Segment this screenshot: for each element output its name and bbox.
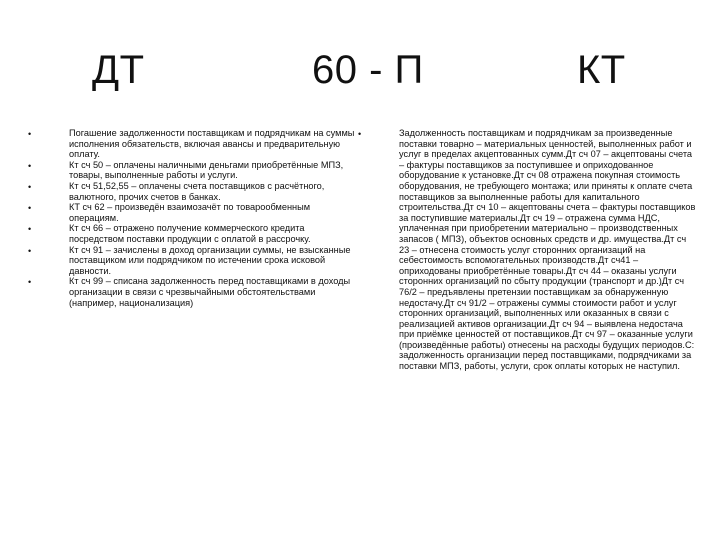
debit-item-text: Погашение задолженности поставщикам и подрядчикам на суммы исполнения обязательств, включая авансы и предварительную оплату. (69, 128, 355, 160)
debit-item-text: Кт сч 66 – отражено получение коммерческого кредита посредством поставки продукции с оплатой в рассрочку. (69, 223, 311, 244)
debit-item-text: Кт сч 99 – списана задолженность перед поставщиками в доходы организации в связи с чрезвычайными обстоятельствами (например, национализация) (69, 276, 351, 308)
credit-item (358, 128, 698, 372)
credit-column (358, 128, 698, 372)
bullet-icon: • (358, 129, 362, 139)
bullet-icon: • (28, 277, 32, 288)
bullet-icon: • (28, 129, 32, 139)
debit-item-text: Кт сч 50 – оплачены наличными деньгами приобретённые МПЗ, товары, выполненные работы и услуги. (69, 159, 344, 181)
debit-column (28, 128, 358, 308)
title-account: 60 - П (312, 48, 424, 92)
title-debit: ДТ (92, 48, 145, 92)
bullet-icon: • (28, 224, 32, 235)
debit-item (28, 181, 358, 202)
bullet-icon: • (28, 181, 32, 192)
title-credit: КТ (577, 48, 626, 92)
bullet-icon: • (28, 160, 32, 171)
debit-item-text: Кт сч 91 – зачислены в доход организации суммы, не взысканные поставщиком или подрядчиком по истечении срока исковой давности. (69, 244, 351, 276)
debit-item-text: Кт сч 51,52,55 – оплачены счета поставщиков с расчётного, валютного, прочих счетов в банках. (69, 180, 325, 202)
credit-item-text: Задолженность поставщикам и подрядчикам за произведенные поставки товарно – материальных ценностей, выполненных работ и услуг в пределах акцептованных сумм.Дт сч 07 – акцептованы счета – фактуры поставщиков за поступившее и оприходованное оборудование к установке.Дт сч 08 отражена покупная стоимость оборудования, не требующего монтажа; или приняты к оплате счета поставщиков за выполненные работы для капитального строительства.Дт сч 10 – акцептованы счета – фактуры поставщиков за поступившие материалы.Дт сч 19 – отражена сумма НДС, уплаченная при приобретении материально – производственных запасов ( МПЗ), объектов основных средств и др. имущества.Дт сч 23 – отнесена стоимость услуг сторонних организаций на себестоимость вспомогательных производств.Дт сч41 – оприходованы приобретённые товары.Дт сч 44 – оказаны услуги сторонних организаций по сбыту продукции (транспорт и др.)Дт сч 76/2 – предъявлены претензии поставщикам за обнаруженную недостачу.Дт сч 91/2 – отражены суммы стоимости работ и услуг сторонних организаций, выполненных или оказанных в связи с реализацией активов организации.Дт сч 94 – выявлена недостача при приёмке ценностей от поставщиков.Дт сч 97 – оказанные услуги (произведённые работы) отнесены на расходы будущих периодов.С: задолженность организации перед поставщиками, подрядчиками за поставки МПЗ, работы, услуги, срок оплаты которых не наступил. (399, 128, 696, 372)
debit-item (28, 202, 358, 223)
debit-item (28, 245, 358, 277)
bullet-icon: • (28, 245, 32, 256)
debit-item (28, 128, 358, 160)
debit-item-text: КТ сч 62 – произведён взаимозачёт по товарообменным операциям. (69, 202, 311, 223)
bullet-icon: • (28, 203, 32, 214)
slide-title (0, 40, 720, 100)
debit-item (28, 160, 358, 181)
debit-item (28, 276, 358, 308)
debit-item (28, 223, 358, 244)
